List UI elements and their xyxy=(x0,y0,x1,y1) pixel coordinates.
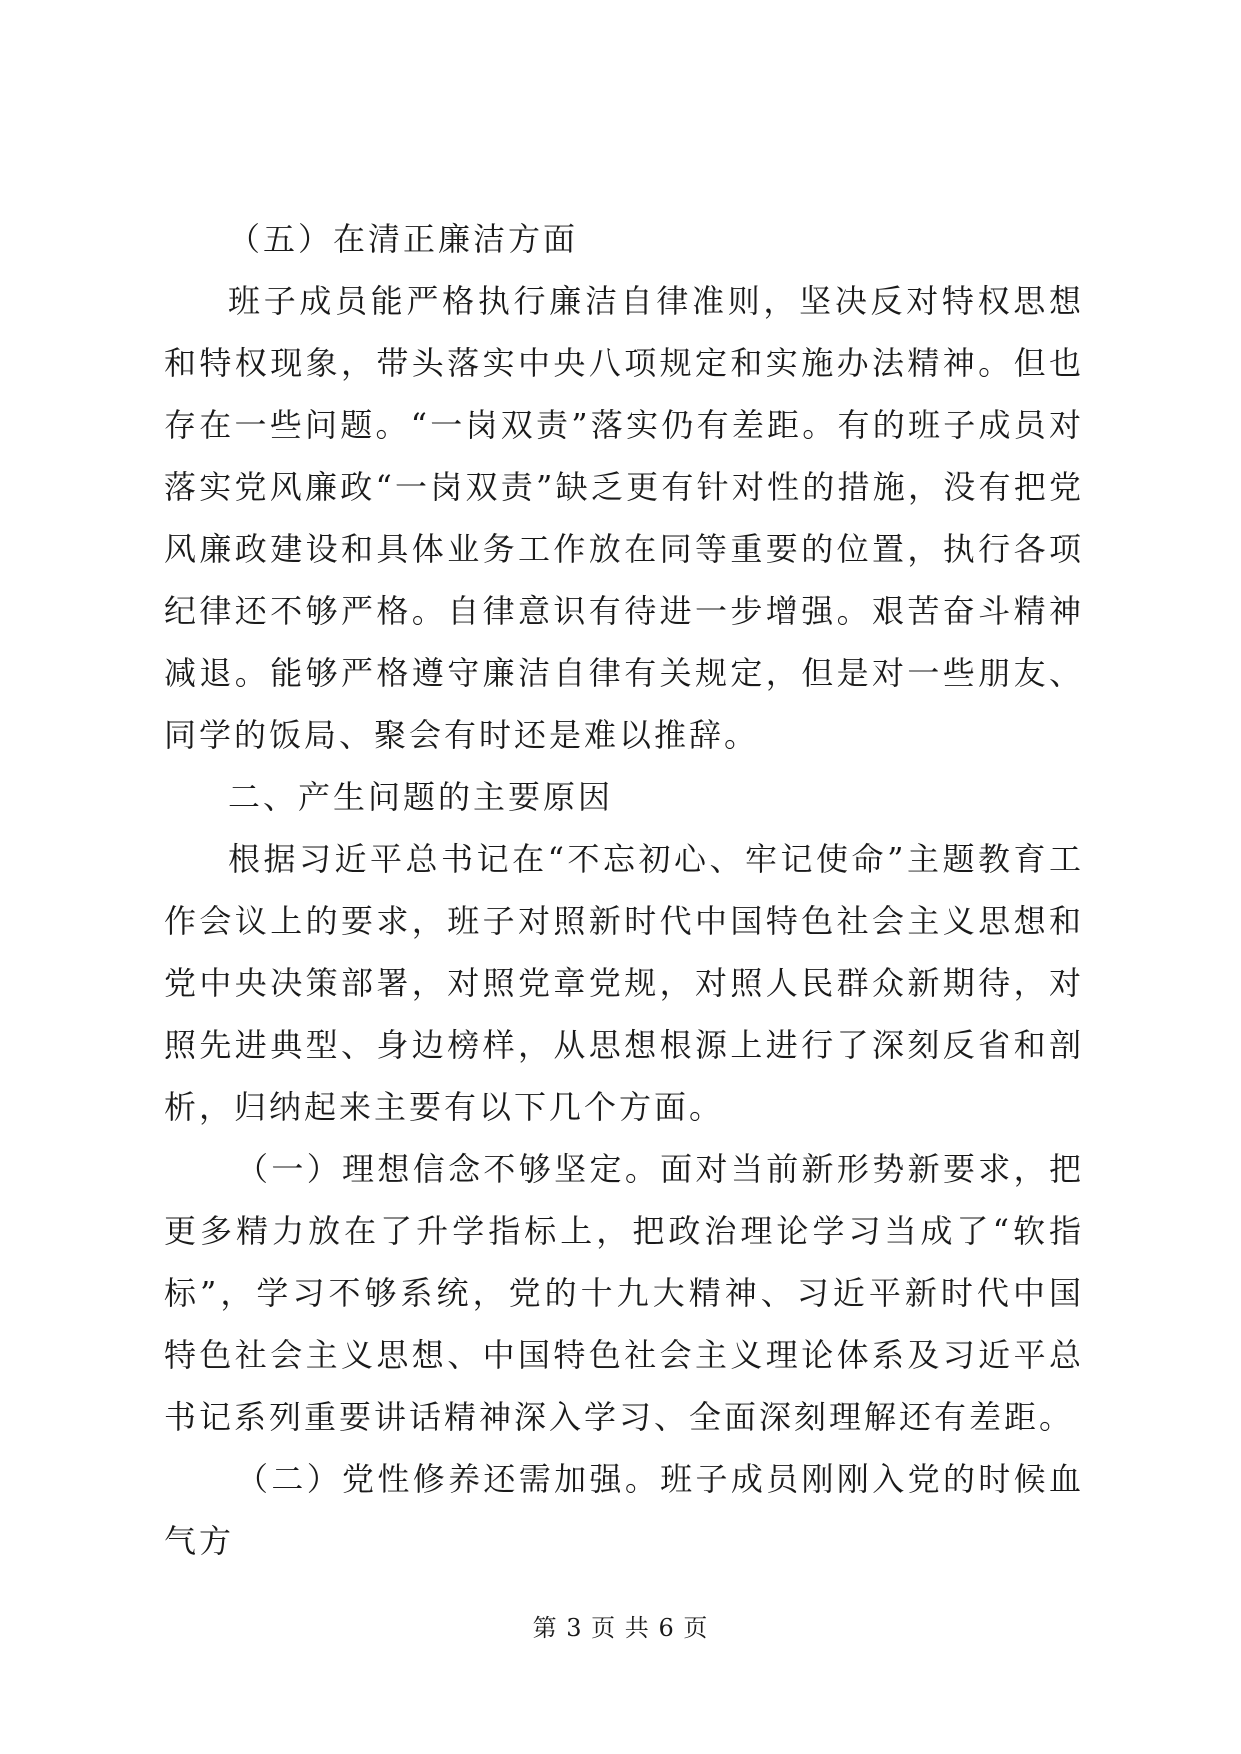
paragraph-cause-two: （二）党性修养还需加强。班子成员刚刚入党的时候血气方 xyxy=(164,1460,1084,1560)
page-number-footer: 第 3 页 共 6 页 xyxy=(532,1614,709,1642)
section-heading-two: 二、产生问题的主要原因 xyxy=(228,778,614,816)
section-heading-five: （五）在清正廉洁方面 xyxy=(228,220,579,258)
paragraph-causes-intro: 根据习近平总书记在“不忘初心、牢记使命”主题教育工作会议上的要求，班子对照新时代中国特色社会主义思想和党中央决策部署，对照党章党规，对照人民群众新期待，对照先进典型、身边榜样，从思想根源上进行了深刻反省和剖析，归纳起来主要有以下几个方面。 xyxy=(164,840,1084,1126)
document-body xyxy=(164,208,1084,1572)
paragraph-integrity: 班子成员能严格执行廉洁自律准则，坚决反对特权思想和特权现象，带头落实中央八项规定和实施办法精神。但也存在一些问题。“一岗双责”落实仍有差距。有的班子成员对落实党风廉政“一岗双责”缺乏更有针对性的措施，没有把党风廉政建设和具体业务工作放在同等重要的位置，执行各项纪律还不够严格。自律意识有待进一步增强。艰苦奋斗精神减退。能够严格遵守廉洁自律有关规定，但是对一些朋友、同学的饭局、聚会有时还是难以推辞。 xyxy=(164,282,1084,754)
paragraph-cause-one: （一）理想信念不够坚定。面对当前新形势新要求，把更多精力放在了升学指标上，把政治理论学习当成了“软指标”，学习不够系统，党的十九大精神、习近平新时代中国特色社会主义思想、中国特色社会主义理论体系及习近平总书记系列重要讲话精神深入学习、全面深刻理解还有差距。 xyxy=(164,1150,1084,1436)
